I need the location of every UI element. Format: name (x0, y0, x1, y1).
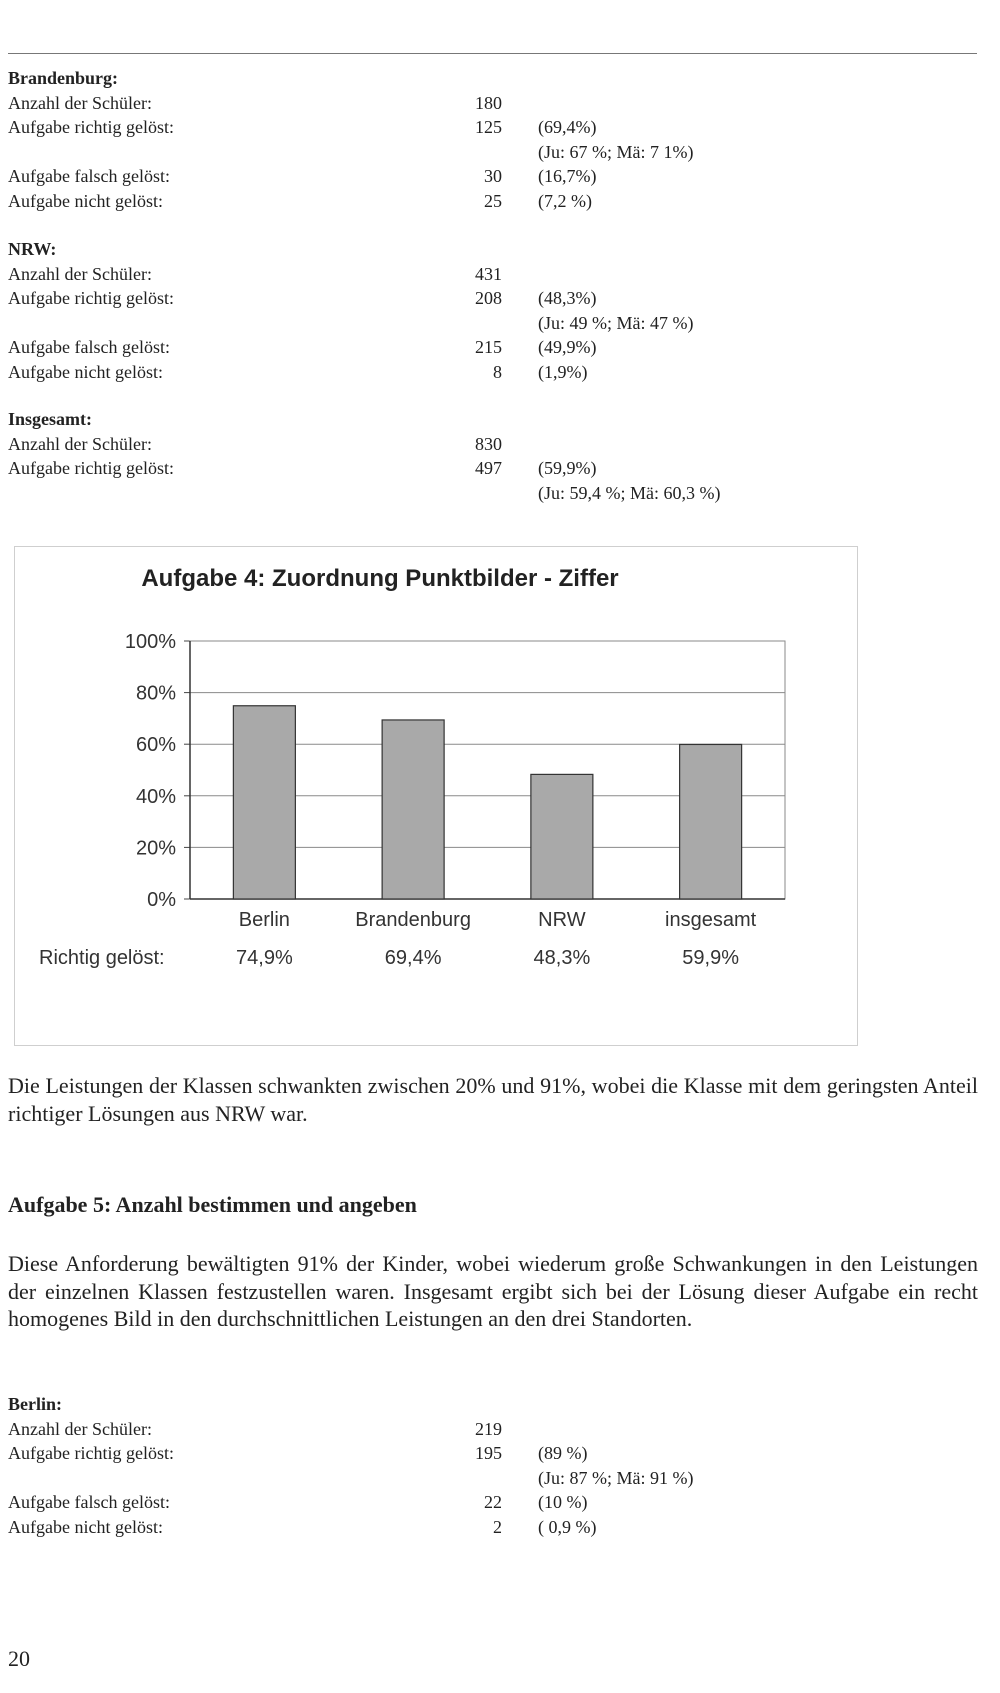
stat-percent: (7,2 %) (538, 190, 592, 211)
stat-label: Aufgabe richtig gelöst: (8, 1443, 174, 1463)
stat-label: Anzahl der Schüler: (8, 92, 152, 113)
stat-value: 431 (475, 263, 502, 284)
stat-row (8, 1441, 768, 1466)
stat-row (8, 91, 768, 116)
stat-value: 2 (493, 1516, 502, 1537)
value-label: 48,3% (533, 947, 591, 969)
stat-row (8, 286, 768, 311)
category-label: Brandenburg (355, 909, 471, 931)
chart-container (14, 546, 858, 1046)
paragraph-1: Die Leistungen der Klassen schwankten zwischen 20% und 91%, wobei die Klasse mit dem geringsten Anteil richtiger Lösungen aus NRW war. (8, 1073, 978, 1126)
y-tick-label: 60% (135, 734, 176, 757)
stat-label: Aufgabe nicht gelöst: (8, 190, 163, 211)
stat-percent: (Ju: 87 %; Mä: 91 %) (538, 1467, 694, 1488)
stat-row (8, 481, 768, 506)
berlin-stats (8, 1392, 768, 1539)
bar (680, 744, 742, 899)
stat-percent: (48,3%) (538, 288, 597, 308)
stat-label: Aufgabe falsch gelöst: (8, 337, 170, 357)
stat-row (8, 1515, 768, 1540)
brandenburg-stats (8, 66, 768, 213)
top-rule (8, 53, 977, 54)
stat-value: 215 (475, 337, 502, 357)
value-label: 59,9% (682, 947, 739, 969)
stat-percent: (59,9%) (538, 458, 597, 478)
stat-value: 30 (484, 166, 502, 186)
bar-chart (15, 547, 857, 1045)
stat-label: Aufgabe nicht gelöst: (8, 1516, 163, 1537)
stat-label: Anzahl der Schüler: (8, 263, 152, 284)
nrw-stats (8, 237, 768, 384)
stat-row (8, 360, 768, 385)
stat-label: Anzahl der Schüler: (8, 433, 152, 454)
stat-row (8, 164, 768, 189)
stat-row (8, 432, 768, 457)
value-label: 69,4% (384, 947, 442, 969)
stat-row (8, 1417, 768, 1442)
stat-label: Anzahl der Schüler: (8, 1418, 152, 1439)
stat-label: Aufgabe richtig gelöst: (8, 117, 174, 137)
heading-aufgabe-5: Aufgabe 5: Anzahl bestimmen und angeben (8, 1192, 417, 1217)
stat-row (8, 1466, 768, 1491)
stat-value: 195 (475, 1443, 502, 1463)
stat-percent: (Ju: 59,4 %; Mä: 60,3 %) (538, 482, 721, 503)
stat-percent: (Ju: 49 %; Mä: 47 %) (538, 312, 694, 333)
stat-value: 219 (475, 1418, 502, 1439)
stat-percent: (69,4%) (538, 117, 597, 137)
insgesamt-heading: Insgesamt: (8, 409, 92, 429)
stat-row (8, 335, 768, 360)
bar (531, 774, 593, 899)
bar (233, 706, 295, 899)
y-tick-label: 0% (147, 889, 176, 911)
stat-value: 22 (484, 1492, 502, 1512)
bar (382, 720, 444, 899)
stat-percent: (1,9%) (538, 361, 588, 382)
category-label: Berlin (238, 909, 290, 931)
stat-row (8, 262, 768, 287)
value-label: 74,9% (236, 947, 293, 969)
stat-label: Aufgabe falsch gelöst: (8, 1492, 170, 1512)
stat-value: 208 (475, 288, 502, 308)
nrw-heading: NRW: (8, 239, 57, 259)
y-tick-label: 100% (124, 631, 176, 653)
stat-row (8, 311, 768, 336)
stat-value: 25 (484, 190, 502, 211)
y-tick-label: 20% (135, 837, 176, 860)
chart-title: Aufgabe 4: Zuordnung Punktbilder - Ziffer (141, 565, 619, 592)
category-label: insgesamt (665, 909, 757, 931)
stat-label: Aufgabe falsch gelöst: (8, 166, 170, 186)
stat-percent: (89 %) (538, 1443, 588, 1463)
stat-value: 125 (475, 117, 502, 137)
stat-value: 8 (493, 361, 502, 382)
stat-percent: ( 0,9 %) (538, 1516, 597, 1537)
stat-row (8, 1490, 768, 1515)
berlin-heading: Berlin: (8, 1394, 62, 1414)
stat-percent: (10 %) (538, 1492, 588, 1512)
stat-row (8, 456, 768, 481)
stat-percent: (49,9%) (538, 337, 597, 357)
paragraph-2: Diese Anforderung bewältigten 91% der Kinder, wobei wiederum große Schwankungen in den Leistungen der einzelnen Klassen festzustellen waren. Insgesamt ergibt sich bei der Lösung dieser Aufgabe ein recht homogenes Bild in den durchschnittlichen Leistungen an den drei Standorten. (8, 1251, 978, 1331)
y-tick-label: 80% (135, 682, 176, 705)
y-tick-label: 40% (135, 785, 176, 808)
stat-label: Aufgabe nicht gelöst: (8, 361, 163, 382)
stat-percent: (Ju: 67 %; Mä: 7 1%) (538, 141, 694, 162)
row-label: Richtig gelöst: (39, 947, 165, 969)
category-label: NRW (538, 909, 586, 931)
insgesamt-stats (8, 407, 768, 505)
brandenburg-heading: Brandenburg: (8, 68, 119, 88)
stat-label: Aufgabe richtig gelöst: (8, 288, 174, 308)
stat-row (8, 140, 768, 165)
stat-row (8, 189, 768, 214)
stat-value: 497 (475, 458, 502, 478)
stat-row (8, 115, 768, 140)
stat-value: 180 (475, 92, 502, 113)
stat-value: 830 (475, 433, 502, 454)
stat-percent: (16,7%) (538, 166, 597, 186)
page-number: 20 (8, 1646, 30, 1671)
stat-label: Aufgabe richtig gelöst: (8, 458, 174, 478)
